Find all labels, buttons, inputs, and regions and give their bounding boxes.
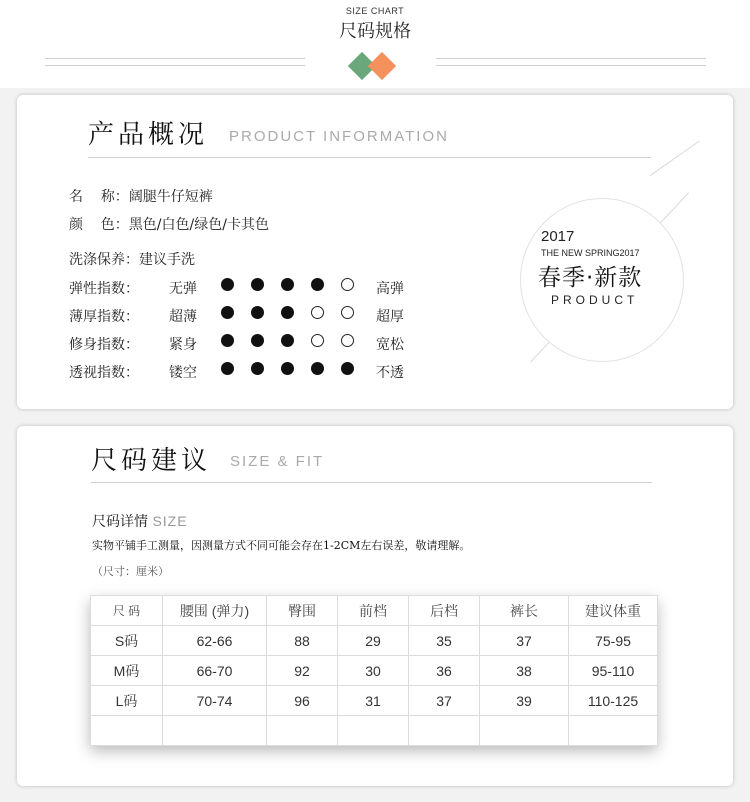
index-high-label: 高弹 (376, 281, 404, 297)
table-header-cell: 前档 (338, 596, 409, 626)
filled-dot-icon (251, 306, 264, 319)
field-name (69, 186, 213, 206)
field-value: 建议手洗 (139, 252, 195, 268)
product-info-rule (88, 157, 651, 158)
table-cell: 30 (338, 656, 409, 686)
table-header-row (91, 596, 658, 626)
size-fit-title: 尺码建议 (91, 446, 212, 476)
table-cell: 37 (409, 686, 480, 716)
badge-year: 2017 (541, 228, 575, 245)
table-cell: 37 (480, 626, 569, 656)
index-high-label: 超厚 (376, 309, 404, 325)
index-low-label: 镂空 (169, 365, 197, 381)
table-cell: 110-125 (569, 686, 658, 716)
table-header-cell: 建议体重 (569, 596, 658, 626)
table-row (91, 716, 658, 746)
table-cell: 66-70 (163, 656, 267, 686)
index-key: 薄厚指数： (69, 309, 139, 325)
filled-dot-icon (281, 362, 294, 375)
header (0, 0, 750, 88)
field-value: 黑色/白色/绿色/卡其色 (128, 217, 269, 233)
empty-dot-icon (341, 278, 354, 291)
filled-dot-icon (221, 334, 234, 347)
orange-diamond-icon (368, 52, 396, 80)
table-cell: M码 (91, 656, 163, 686)
product-info-title: 产品概况 (88, 120, 209, 150)
filled-dot-icon (281, 306, 294, 319)
index-high-label: 宽松 (376, 337, 404, 353)
filled-dot-icon (311, 278, 324, 291)
filled-dot-icon (251, 278, 264, 291)
filled-dot-icon (281, 334, 294, 347)
table-cell: 38 (480, 656, 569, 686)
header-rule-left (45, 58, 305, 59)
size-fit-subtitle: SIZE & FIT (230, 453, 325, 470)
table-cell: 39 (480, 686, 569, 716)
filled-dot-icon (251, 334, 264, 347)
table-cell: 70-74 (163, 686, 267, 716)
table-row (91, 626, 658, 656)
table-cell (480, 716, 569, 746)
table-row (91, 656, 658, 686)
filled-dot-icon (251, 362, 264, 375)
filled-dot-icon (221, 362, 234, 375)
index-low-label: 超薄 (169, 309, 197, 325)
table-header-cell: 裤长 (480, 596, 569, 626)
table-cell: 31 (338, 686, 409, 716)
field-color (69, 214, 269, 234)
table-cell: 96 (267, 686, 338, 716)
index-high-label: 不透 (376, 365, 404, 381)
table-cell: 95-110 (569, 656, 658, 686)
field-key: 洗涤保养： (69, 252, 139, 268)
table-header-cell: 尺 码 (91, 596, 163, 626)
table-cell: 62-66 (163, 626, 267, 656)
badge-product: PRODUCT (551, 293, 639, 307)
table-cell (338, 716, 409, 746)
product-info-subtitle: PRODUCT INFORMATION (229, 128, 449, 145)
index-row (69, 362, 469, 382)
index-row (69, 278, 469, 298)
badge-main-text: 春季·新款 (538, 265, 643, 291)
index-key: 修身指数： (69, 337, 139, 353)
table-cell (91, 716, 163, 746)
size-detail-title (92, 511, 188, 531)
field-value: 阔腿牛仔短裤 (128, 189, 213, 205)
badge-spring: THE NEW SPRING2017 (541, 248, 640, 258)
index-low-label: 紧身 (169, 337, 197, 353)
filled-dot-icon (221, 278, 234, 291)
table-cell: 88 (267, 626, 338, 656)
filled-dot-icon (221, 306, 234, 319)
size-chart-title: 尺码规格 (339, 21, 411, 42)
table-cell: L码 (91, 686, 163, 716)
field-care (69, 249, 195, 269)
header-rule-left-2 (45, 65, 305, 66)
size-detail-title-en: SIZE (152, 513, 188, 529)
table-cell (569, 716, 658, 746)
table-header-cell: 臀围 (267, 596, 338, 626)
field-key: 名 称： (69, 189, 129, 205)
index-row (69, 334, 469, 354)
table-cell: 35 (409, 626, 480, 656)
filled-dot-icon (311, 362, 324, 375)
measurement-note: 实物平铺手工测量，因测量方式不同可能会存在1-2CM左右误差，敬请理解。 (92, 539, 471, 552)
table-cell: 75-95 (569, 626, 658, 656)
empty-dot-icon (341, 306, 354, 319)
table-row (91, 686, 658, 716)
size-fit-rule (91, 482, 652, 483)
index-key: 透视指数： (69, 365, 139, 381)
table-cell (163, 716, 267, 746)
table-cell (267, 716, 338, 746)
index-key: 弹性指数： (69, 281, 139, 297)
filled-dot-icon (341, 362, 354, 375)
header-rule-right-2 (436, 65, 706, 66)
size-table (90, 595, 657, 745)
table-header-cell: 腰围 (弹力) (163, 596, 267, 626)
table-cell: 92 (267, 656, 338, 686)
table-cell: 29 (338, 626, 409, 656)
filled-dot-icon (281, 278, 294, 291)
unit-note: （尺寸：厘米） (92, 565, 169, 578)
empty-dot-icon (341, 334, 354, 347)
table-cell: 36 (409, 656, 480, 686)
table-cell (409, 716, 480, 746)
index-row (69, 306, 469, 326)
header-rule-right (436, 58, 706, 59)
empty-dot-icon (311, 306, 324, 319)
size-detail-title-cn: 尺码详情 (92, 514, 148, 530)
table-cell: S码 (91, 626, 163, 656)
empty-dot-icon (311, 334, 324, 347)
size-chart-label: SIZE CHART (345, 6, 405, 16)
field-key: 颜 色： (69, 217, 129, 233)
index-low-label: 无弹 (169, 281, 197, 297)
table-header-cell: 后档 (409, 596, 480, 626)
